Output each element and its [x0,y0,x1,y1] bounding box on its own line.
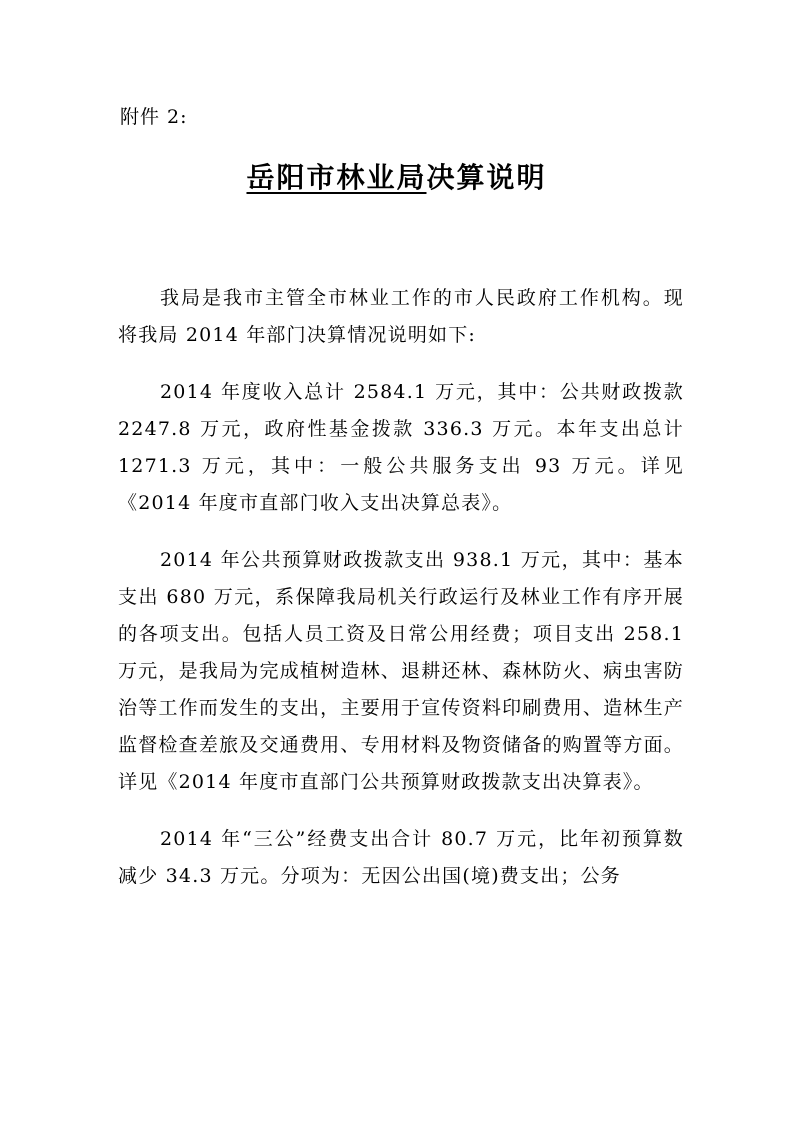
title-rest: 决算说明 [426,161,547,194]
document-body [118,280,684,915]
paragraph-public-budget: 2014 年公共预算财政拨款支出 938.1 万元，其中：基本支出 680 万元，系保障我局机关行政运行及林业工作有序开展的各项支出。包括人员工资及日常公用经费；项目支出 258.1 万元，是我局为完成植树造林、退耕还林、森林防火、病虫害防治等工作而发生的支出，主要用于宣传资料印刷费用、造林生产监督检查差旅及交通费用、专用材料及物资储备的购置等方面。详见《2014 年度市直部门公共预算财政拨款支出决算表》。 [118,549,684,793]
title-organization: 岳阳市林业局 [246,161,427,194]
attachment-label: 附件 2: [120,106,188,128]
paragraph-intro: 我局是我市主管全市林业工作的市人民政府工作机构。现将我局 2014 年部门决算情况说明如下: [118,287,684,346]
paragraph-three-public-expenses: 2014 年“三公”经费支出合计 80.7 万元，比年初预算数减少 34.3 万元。分项为：无因公出国(境)费支出；公务 [118,828,684,887]
document-title [0,156,793,196]
paragraph-income-expenditure: 2014 年度收入总计 2584.1 万元，其中：公共财政拨款 2247.8 万元，政府性基金拨款 336.3 万元。本年支出总计 1271.3 万元，其中：一般公共服务支出 93 万元。详见《2014 年度市直部门收入支出决算总表》。 [118,381,684,514]
